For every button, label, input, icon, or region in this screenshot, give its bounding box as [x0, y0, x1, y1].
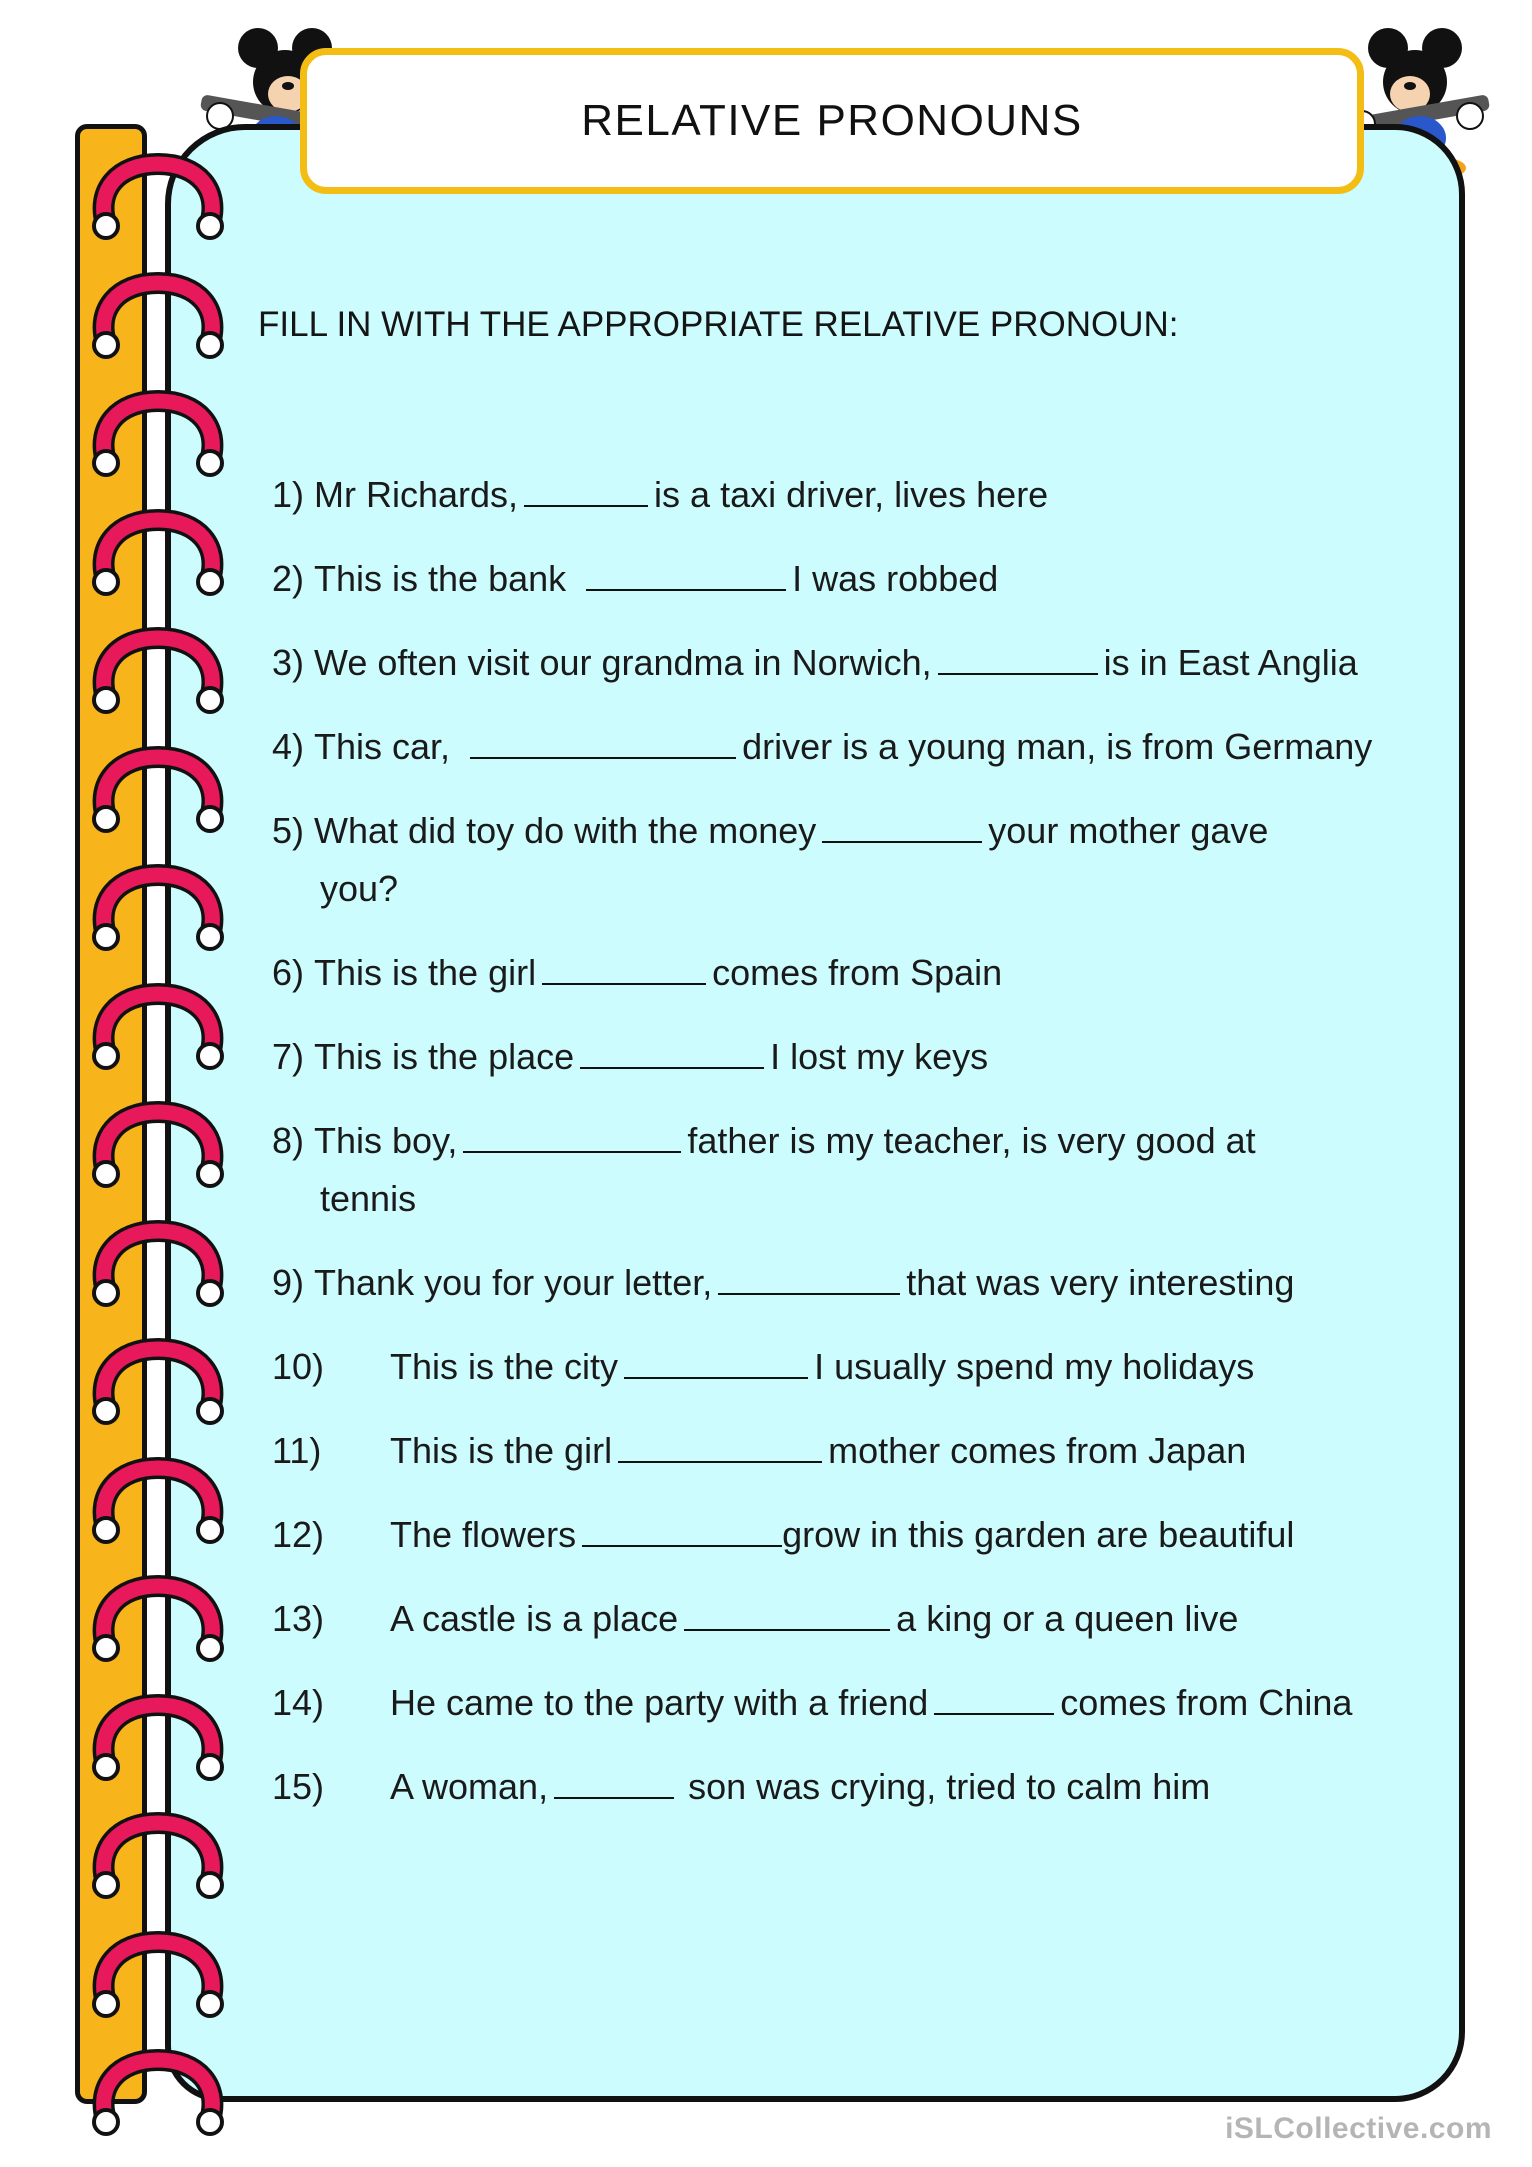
question-number: 15): [272, 1766, 325, 1807]
question-text-before: This is the bank: [314, 558, 567, 599]
question-text-before: This is the place: [314, 1036, 575, 1077]
answer-blank[interactable]: [524, 475, 648, 507]
question-text-before: Thank you for your letter,: [314, 1262, 713, 1303]
question-text-after: grow in this garden are beautiful: [782, 1514, 1295, 1555]
spiral-ring-icon: [88, 1454, 228, 1554]
question-text-after: son was crying, tried to calm him: [688, 1766, 1211, 1807]
answer-blank[interactable]: [542, 953, 706, 985]
answer-blank[interactable]: [463, 1121, 681, 1153]
question-text-after: comes from Spain: [712, 952, 1003, 993]
question-text-after: I usually spend my holidays: [814, 1346, 1255, 1387]
answer-blank[interactable]: [582, 1515, 782, 1547]
answer-blank[interactable]: [938, 643, 1098, 675]
question-text-before: This boy,: [314, 1120, 458, 1161]
answer-blank[interactable]: [718, 1263, 900, 1295]
spiral-ring-icon: [88, 1335, 228, 1435]
spiral-ring-icon: [88, 861, 228, 961]
question-8: [272, 1112, 1256, 1228]
question-text-before: This is the girl: [314, 952, 537, 993]
question-text-after: mother comes from Japan: [828, 1430, 1247, 1471]
question-14: [272, 1674, 1352, 1732]
question-text-after: I was robbed: [792, 558, 999, 599]
question-11: [272, 1422, 1246, 1480]
question-number: 10): [272, 1346, 325, 1387]
question-5: [272, 802, 1268, 918]
question-text-before: What did toy do with the money: [314, 810, 817, 851]
spiral-ring-icon: [88, 1217, 228, 1317]
question-number: 4): [272, 726, 305, 767]
question-number: 12): [272, 1514, 325, 1555]
question-number: 8): [272, 1120, 305, 1161]
question-text-before: A woman,: [390, 1766, 549, 1807]
question-10: [272, 1338, 1254, 1396]
question-number: 11): [272, 1430, 322, 1471]
question-text-after: father is my teacher, is very good at: [687, 1120, 1256, 1161]
watermark: iSLCollective.com: [1225, 2112, 1492, 2145]
question-number: 2): [272, 558, 305, 599]
question-7: [272, 1028, 988, 1086]
question-6: [272, 944, 1002, 1002]
question-1: [272, 466, 1048, 524]
question-4: [272, 718, 1372, 776]
instructions: FILL IN WITH THE APPROPRIATE RELATIVE PRONOUN:: [258, 305, 1179, 344]
spiral-ring-icon: [88, 2046, 228, 2146]
question-number: 14): [272, 1682, 325, 1723]
question-text-continued: tennis: [320, 1178, 417, 1219]
answer-blank[interactable]: [554, 1767, 674, 1799]
spiral-ring-icon: [88, 269, 228, 369]
spiral-ring-icon: [88, 1098, 228, 1198]
answer-blank[interactable]: [580, 1037, 764, 1069]
question-text-before: This is the city: [390, 1346, 619, 1387]
question-text-before: This car,: [314, 726, 451, 767]
question-number: 6): [272, 952, 305, 993]
question-text-after: a king or a queen live: [896, 1598, 1239, 1639]
spiral-ring-icon: [88, 1691, 228, 1791]
answer-blank[interactable]: [618, 1431, 822, 1463]
spiral-ring-icon: [88, 743, 228, 843]
question-9: [272, 1254, 1294, 1312]
question-number: 1): [272, 474, 305, 515]
question-number: 7): [272, 1036, 305, 1077]
question-text-after: is a taxi driver, lives here: [654, 474, 1049, 515]
question-2: [272, 550, 998, 608]
question-text-after: that was very interesting: [906, 1262, 1295, 1303]
question-text-after: is in East Anglia: [1103, 642, 1358, 683]
question-12: [272, 1506, 1294, 1564]
answer-blank[interactable]: [470, 727, 736, 759]
answer-blank[interactable]: [934, 1683, 1054, 1715]
question-number: 9): [272, 1262, 305, 1303]
question-text-after: your mother gave: [988, 810, 1269, 851]
question-text-before: The flowers: [390, 1514, 577, 1555]
question-text-continued: you?: [320, 868, 399, 909]
question-number: 13): [272, 1598, 325, 1639]
spiral-ring-icon: [88, 624, 228, 724]
answer-blank[interactable]: [822, 811, 982, 843]
spiral-ring-icon: [88, 1572, 228, 1672]
question-3: [272, 634, 1358, 692]
question-number: 3): [272, 642, 305, 683]
question-number: 5): [272, 810, 305, 851]
spiral-ring-icon: [88, 506, 228, 606]
spiral-ring-icon: [88, 387, 228, 487]
spiral-ring-icon: [88, 150, 228, 250]
question-text-before: A castle is a place: [390, 1598, 679, 1639]
spiral-ring-icon: [88, 1809, 228, 1909]
page-title: RELATIVE PRONOUNS: [581, 96, 1083, 145]
answer-blank[interactable]: [586, 559, 786, 591]
question-text-after: I lost my keys: [770, 1036, 989, 1077]
spiral-ring-icon: [88, 980, 228, 1080]
question-15: [272, 1758, 1210, 1816]
question-text-before: He came to the party with a friend: [390, 1682, 929, 1723]
question-text-before: This is the girl: [390, 1430, 613, 1471]
answer-blank[interactable]: [624, 1347, 808, 1379]
question-text-after: comes from China: [1060, 1682, 1353, 1723]
question-text-before: We often visit our grandma in Norwich,: [314, 642, 932, 683]
question-13: [272, 1590, 1238, 1648]
question-text-before: Mr Richards,: [314, 474, 519, 515]
answer-blank[interactable]: [684, 1599, 890, 1631]
spiral-ring-icon: [88, 1928, 228, 2028]
question-text-after: driver is a young man, is from Germany: [742, 726, 1373, 767]
title-banner: [300, 48, 1364, 194]
